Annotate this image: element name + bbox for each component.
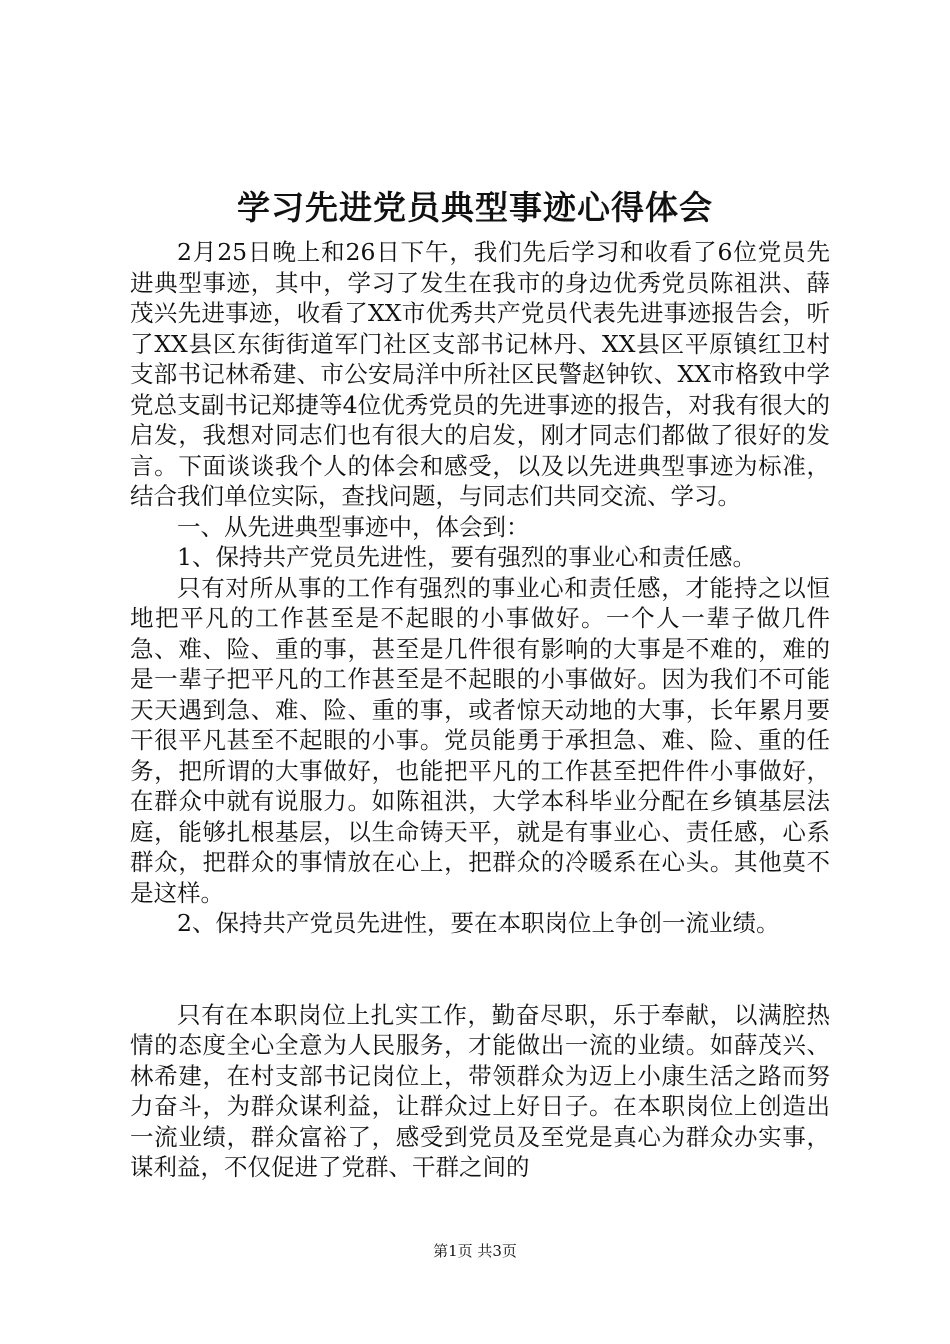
paragraph-responsibility: 只有对所从事的工作有强烈的事业心和责任感，才能持之以恒地把平凡的工作甚至是不起眼的小事做好。一个人一辈子做几件急、难、险、重的事，甚至是几件很有影响的大事是不难的，难的是一辈子把平凡的工作甚至是不起眼的小事做好。因为我们不可能天天遇到急、难、险、重的事，或者惊天动地的大事，长年累月要干很平凡甚至不起眼的小事。党员能勇于承担急、难、险、重的任务，把所谓的大事做好，也能把平凡的工作甚至把件件小事做好，在群众中就有说服力。如陈祖洪，大学本科毕业分配在乡镇基层法庭，能够扎根基层，以生命铸天平，就是有事业心、责任感，心系群众，把群众的事情放在心上，把群众的冷暖系在心头。其他莫不是这样。 xyxy=(130,573,830,907)
section-heading-1: 一、从先进典型事迹中，体会到： xyxy=(177,512,530,541)
document-body xyxy=(130,237,830,1183)
subheading-2: 2、保持共产党员先进性，要在本职岗位上争创一流业绩。 xyxy=(177,909,780,937)
paragraph-performance: 只有在本职岗位上扎实工作，勤奋尽职，乐于奉献，以满腔热情的态度全心全意为人民服务，才能做出一流的业绩。如薛茂兴、林希建，在村支部书记岗位上，带领群众为迈上小康生活之路而努力奋斗，为群众谋利益，让群众过上好日子。在本职岗位上创造出一流业绩，群众富裕了，感受到党员及至党是真心为群众办实事，谋利益，不仅促进了党群、干群之间的 xyxy=(130,1000,830,1181)
page-number-footer: 第1页 共3页 xyxy=(433,1242,517,1260)
document-title: 学习先进党员典型事迹心得体会 xyxy=(237,188,713,227)
paragraph-intro: 2月25日晚上和26日下午，我们先后学习和收看了6位党员先进典型事迹，其中，学习了发生在我市的身边优秀党员陈祖洪、薛茂兴先进事迹，收看了XX市优秀共产党员代表先进事迹报告会，听了XX县区东街街道军门社区支部书记林丹、XX县区平原镇红卫村支部书记林希建、市公安局洋中所社区民警赵钟钦、XX市格致中学党总支副书记郑捷等4位优秀党员的先进事迹的报告，对我有很大的启发，我想对同志们也有很大的启发，刚才同志们都做了很好的发言。下面谈谈我个人的体会和感受，以及以先进典型事迹为标准，结合我们单位实际，查找问题，与同志们共同交流、学习。 xyxy=(130,238,830,510)
subheading-1: 1、保持共产党员先进性，要有强烈的事业心和责任感。 xyxy=(177,543,756,571)
